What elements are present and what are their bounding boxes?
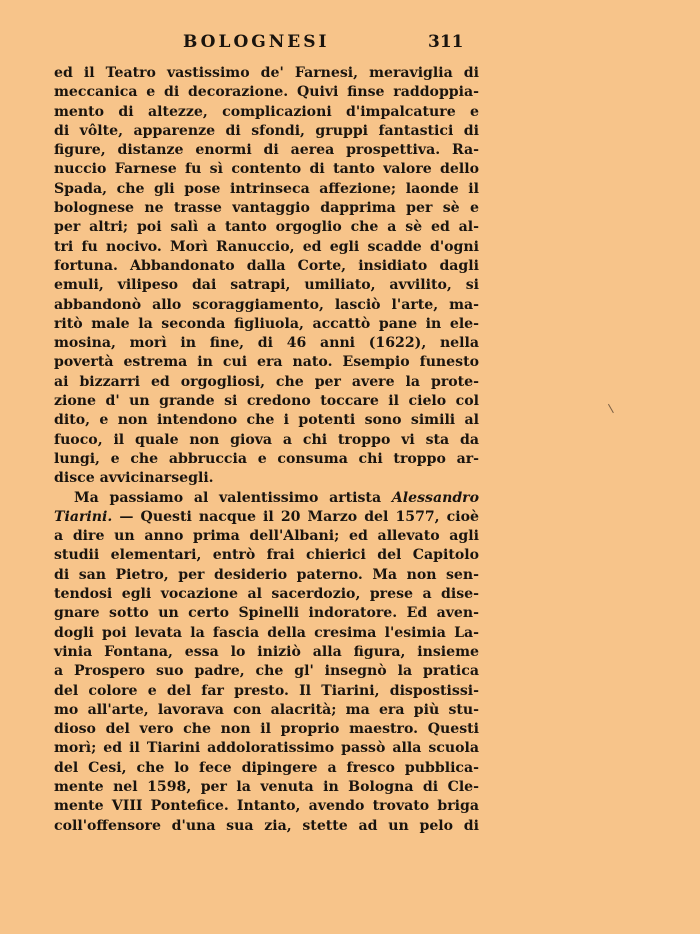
- artist-name-last: Tiarini.: [54, 508, 113, 525]
- text-line-segment: — Questi nacque il 20 Marzo del 1577, cioè: [119, 508, 479, 525]
- text-line: dito, e non intendono che i potenti sono simili al: [54, 412, 479, 429]
- text-line: Spada, che gli pose intrinseca affezione; laonde il: [54, 180, 479, 197]
- text-line: ritò male la seconda figliuola, accattò pane in ele-: [54, 315, 479, 332]
- text-line: del Cesi, che lo fece dipingere a fresco pubblica-: [54, 759, 479, 776]
- text-line: mo all'arte, lavorava con alacrità; ma era più stu-: [54, 701, 479, 718]
- text-line: studii elementari, entrò frai chierici del Capitolo: [54, 547, 479, 564]
- text-line: gnare sotto un certo Spinelli indoratore. Ed aven-: [54, 605, 479, 622]
- paragraph-2: [54, 489, 479, 836]
- text-line: nuccio Farnese fu sì contento di tanto valore dello: [54, 161, 479, 178]
- text-line: a dire un anno prima dell'Albani; ed allevato agli: [54, 528, 479, 545]
- text-line: figure, distanze enormi di aerea prospettiva. Ra-: [54, 142, 479, 159]
- text-line: meccanica e di decorazione. Quivi finse raddoppia-: [54, 84, 479, 101]
- text-line: vinia Fontana, essa lo iniziò alla figura, insieme: [54, 643, 479, 660]
- text-line: coll'offensore d'una sua zia, stette ad un pelo di: [54, 817, 479, 834]
- text-line: mosina, morì in fine, di 46 anni (1622), nella: [54, 335, 479, 352]
- text-line: di vôlte, apparenze di sfondi, gruppi fantastici di: [54, 122, 479, 139]
- body-text: [54, 64, 479, 836]
- text-line: morì; ed il Tiarini addoloratissimo passò alla scuola: [54, 740, 479, 757]
- text-line: mento di altezze, complicazioni d'impalcature e: [54, 103, 479, 120]
- ink-mark: [608, 401, 619, 413]
- text-line: dioso del vero che non il proprio maestro. Questi: [54, 721, 479, 738]
- page-number: 311: [428, 32, 464, 52]
- text-line: dogli poi levata la fascia della cresima l'esimia La-: [54, 624, 479, 641]
- text-line: [54, 508, 479, 527]
- text-line: fortuna. Abbandonato dalla Corte, insidiato dagli: [54, 257, 479, 274]
- text-line: mente VIII Pontefice. Intanto, avendo trovato briga: [54, 798, 479, 815]
- text-line: del colore e del far presto. Il Tiarini, dispostissi-: [54, 682, 479, 699]
- text-line: bolognese ne trasse vantaggio dapprima per sè e: [54, 200, 479, 217]
- text-line: tri fu nocivo. Morì Ranuccio, ed egli scadde d'ogni: [54, 238, 479, 255]
- text-line: mente nel 1598, per la venuta in Bologna di Cle-: [54, 778, 479, 795]
- text-line: tendosi egli vocazione al sacerdozio, prese a dise-: [54, 586, 479, 603]
- text-line: di san Pietro, per desiderio paterno. Ma non sen-: [54, 566, 479, 583]
- text-line: a Prospero suo padre, che gl' insegnò la pratica: [54, 663, 479, 680]
- text-line: ai bizzarri ed orgogliosi, che per avere la prote-: [54, 373, 479, 390]
- text-line: zione d' un grande si credono toccare il cielo col: [54, 393, 479, 410]
- text-line: emuli, vilipeso dai satrapi, umiliato, avvilito, si: [54, 277, 479, 294]
- text-line-segment: Ma passiamo al valentissimo artista: [74, 489, 392, 506]
- running-title: BOLOGNESI: [183, 32, 330, 52]
- text-line: abbandonò allo scoraggiamento, lasciò l'arte, ma-: [54, 296, 479, 313]
- paragraph-1: [54, 64, 479, 489]
- text-line: disce avvicinarsegli.: [54, 470, 214, 487]
- text-line: povertà estrema in cui era nato. Esempio funesto: [54, 354, 479, 371]
- text-line: [54, 489, 479, 508]
- text-line: fuoco, il quale non giova a chi troppo vi sta da: [54, 431, 479, 448]
- text-line: lungi, e che abbruccia e consuma chi troppo ar-: [54, 450, 479, 467]
- running-head: [0, 30, 700, 54]
- text-line: per altri; poi salì a tanto orgoglio che a sè ed al-: [54, 219, 479, 236]
- artist-name-first: Alessandro: [391, 489, 479, 506]
- text-line: ed il Teatro vastissimo de' Farnesi, meraviglia di: [54, 65, 479, 81]
